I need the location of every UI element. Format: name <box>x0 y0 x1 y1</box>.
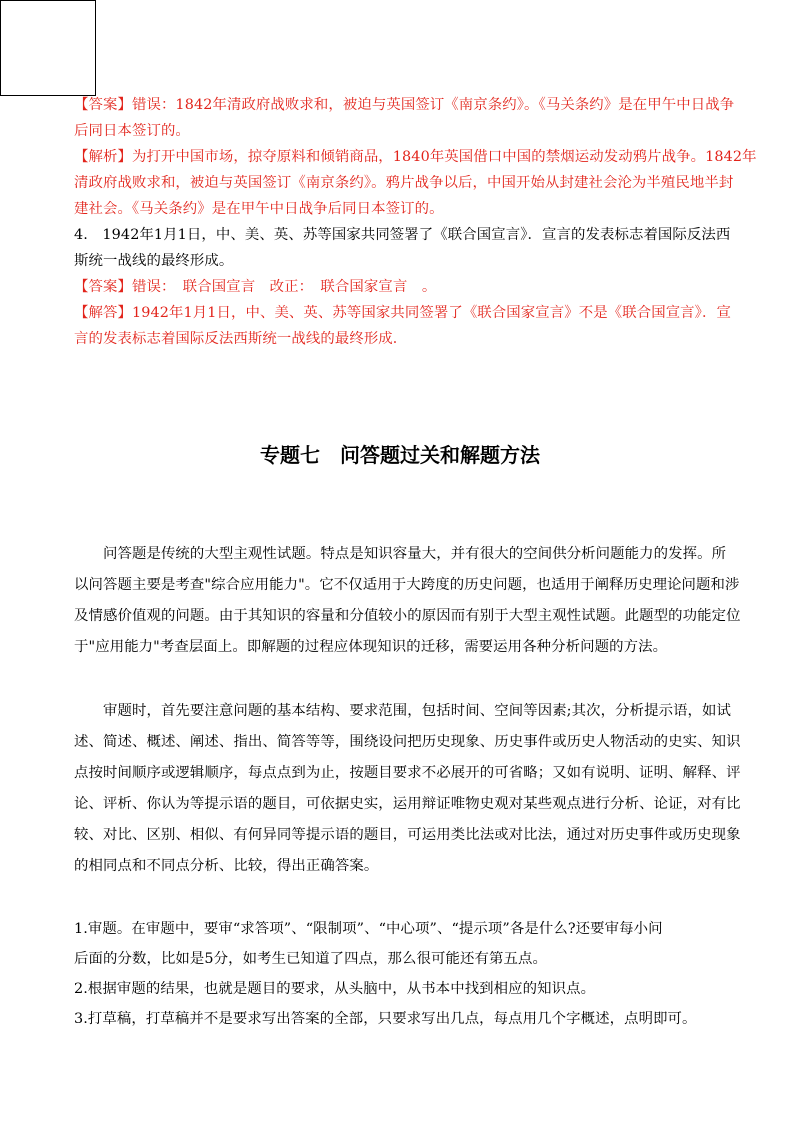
answer-line: 【答案】错误：1842年清政府战败求和，被迫与英国签订《南京条约》。《马关条约》是在甲午中日战争 <box>74 97 735 113</box>
paragraph-line: 以问答题主要是考查"综合应用能力"。它不仅适用于大跨度的历史问题，也适用于阐释历史理论问题和涉 <box>74 577 740 593</box>
intro-paragraph <box>74 539 741 663</box>
analysis-line: 建社会。《马关条约》是在甲午中日战争后同日本签订的。 <box>74 201 444 217</box>
paragraph-line: 论、评析、你认为等提示语的题目，可依据史实，运用辩证唯物史观对某些观点进行分析、论证，对有比 <box>74 796 741 812</box>
step-item: 2.根据审题的结果，也就是题目的要求，从头脑中，从书本中找到相应的知识点。 <box>74 981 596 997</box>
explanation-line: 【解答】1942年1月1日，中、美、英、苏等国家共同签署了《联合国家宣言》不是《联合国宣言》．宣 <box>74 305 731 321</box>
method-paragraph <box>74 696 741 882</box>
paragraph-line: 较、对比、区别、相似、有何异同等提示语的题目，可运用类比法或对比法，通过对历史事件或历史现象 <box>74 827 741 843</box>
analysis-line: 【解析】为打开中国市场，掠夺原料和倾销商品，1840年英国借口中国的禁烟运动发动鸦片战争。1842年 <box>74 149 757 165</box>
step-item: 3.打草稿，打草稿并不是要求写出答案的全部，只要求写出几点，每点用几个字概述，点明即可。 <box>74 1011 697 1027</box>
question-line: 4. 1942年1月1日，中、美、英、苏等国家共同签署了《联合国宣言》．宣言的发表标志着国际反法西 <box>74 227 731 243</box>
placeholder-box <box>0 0 96 96</box>
paragraph-line: 点按时间顺序或逻辑顺序，每点点到为止，按题目要求不必展开的可省略；又如有说明、证明、解释、评 <box>74 765 741 781</box>
step-item: 1.审题。在审题中，要审“求答项”、“限制项”、“中心项”、“提示项”各是什么?还要审每小问 <box>74 921 663 937</box>
steps-list <box>74 914 734 1034</box>
step-item: 后面的分数，比如是5分，如考生已知道了四点，那么很可能还有第五点。 <box>74 951 547 967</box>
answer-line: 【答案】错误： 联合国宣言 改正： 联合国家宣言 。 <box>74 279 437 295</box>
section-title: 专题七 问答题过关和解题方法 <box>260 443 540 467</box>
paragraph-line: 于"应用能力"考查层面上。即解题的过程应体现知识的迁移，需要运用各种分析问题的方法。 <box>74 639 668 655</box>
question-line: 斯统一战线的最终形成。 <box>74 253 234 269</box>
paragraph-line: 及情感价值观的问题。由于其知识的容量和分值较小的原因而有别于大型主观性试题。此题型的功能定位 <box>74 608 741 624</box>
analysis-line: 清政府战败求和，被迫与英国签订《南京条约》。鸦片战争以后，中国开始从封建社会沦为半殖民地半封 <box>74 175 734 191</box>
explanation-line: 言的发表标志着国际反法西斯统一战线的最终形成． <box>74 331 408 347</box>
paragraph-line: 述、简述、概述、阐述、指出、简答等等，围绕设问把历史现象、历史事件或历史人物活动的史实、知识 <box>74 734 741 750</box>
paragraph-line: 的相同点和不同点分析、比较，得出正确答案。 <box>74 858 379 874</box>
paragraph-line: 审题时，首先要注意问题的基本结构、要求范围，包括时间、空间等因素;其次，分析提示语，如试 <box>74 703 732 719</box>
answers-section <box>74 92 757 352</box>
answer-line: 后同日本签订的。 <box>74 123 190 139</box>
paragraph-line: 问答题是传统的大型主观性试题。特点是知识容量大，并有很大的空间供分析问题能力的发挥。所 <box>74 546 727 562</box>
